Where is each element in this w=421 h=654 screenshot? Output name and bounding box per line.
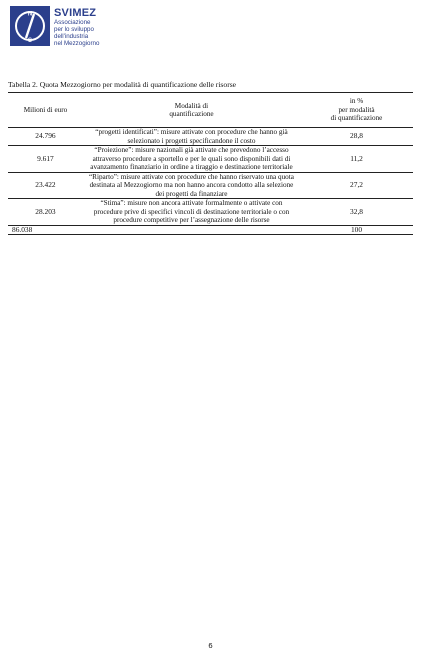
row-percent: 28,8 <box>350 131 363 141</box>
header-method <box>83 93 300 128</box>
row-amount: 24.796 <box>35 131 56 141</box>
table-row <box>8 172 413 199</box>
header-percent-line: per modalità <box>338 105 375 114</box>
logo-subtitle-line: dell'industria <box>54 33 89 41</box>
header-method-line: Modalità di <box>174 101 209 110</box>
compass-north-letter: N <box>27 11 33 18</box>
row-description: “Stima”: misure non ancora attivate formalmente o attivate con procedure prive di specifici vincoli di destinazione territoriale o con procedure competitive per l’assegnazione delle risorse <box>93 199 290 224</box>
svimez-logo <box>10 6 130 48</box>
table-header-row <box>8 93 413 128</box>
logo-subtitle-line: per lo sviluppo <box>54 26 94 34</box>
row-percent: 27,2 <box>350 180 363 189</box>
compass-logo-icon <box>10 6 50 46</box>
total-amount: 86.038 <box>12 224 33 234</box>
row-percent: 32,8 <box>350 206 363 216</box>
logo-brand-name: SVIMEZ <box>54 7 97 19</box>
page-number: 6 <box>208 641 213 650</box>
table-row <box>8 146 413 173</box>
row-percent: 11,2 <box>350 153 363 163</box>
total-percent: 100 <box>350 224 363 234</box>
compass-south-letter: S <box>27 38 33 44</box>
table-row <box>8 128 413 146</box>
logo-subtitle-line: Associazione <box>54 19 91 26</box>
header-method-line: quantificazione <box>169 110 214 118</box>
table-caption: Tabella 2. Quota Mezzogiorno per modalità di quantificazione delle risorse <box>8 80 237 89</box>
table-row <box>8 199 413 226</box>
logo-subtitle-line: nel Mezzogiorno <box>54 40 100 48</box>
total-description <box>83 225 300 235</box>
header-amount: Milioni di euro <box>23 105 68 114</box>
table-total-row <box>8 225 413 235</box>
row-amount: 9.617 <box>37 153 54 163</box>
row-description: “progetti identificati”: misure attivate con procedure che hanno già selezionato i progetti specificandone il costo <box>95 128 288 145</box>
row-amount: 28.203 <box>35 206 56 216</box>
resources-table <box>8 92 413 235</box>
row-amount: 23.422 <box>35 180 56 189</box>
row-description: “Riparto”: misure attivate con procedure che hanno riservato una quota destinata al Mezzogiorno ma non hanno ancora condotto alla selezione dei progetti da finanziare <box>88 172 294 198</box>
row-description: “Proiezione”: misure nazionali già attivate che prevedono l’accesso attraverso procedure a sportello e per le quali sono disponibili dati di avanzamento finanziario in ordine a tiraggio e destinazione territoriale <box>90 146 293 171</box>
logo-subtitle <box>54 19 99 47</box>
header-percent-line: di quantificazione <box>330 114 383 123</box>
header-percent-line: in % <box>349 97 364 106</box>
header-percent <box>300 93 413 128</box>
